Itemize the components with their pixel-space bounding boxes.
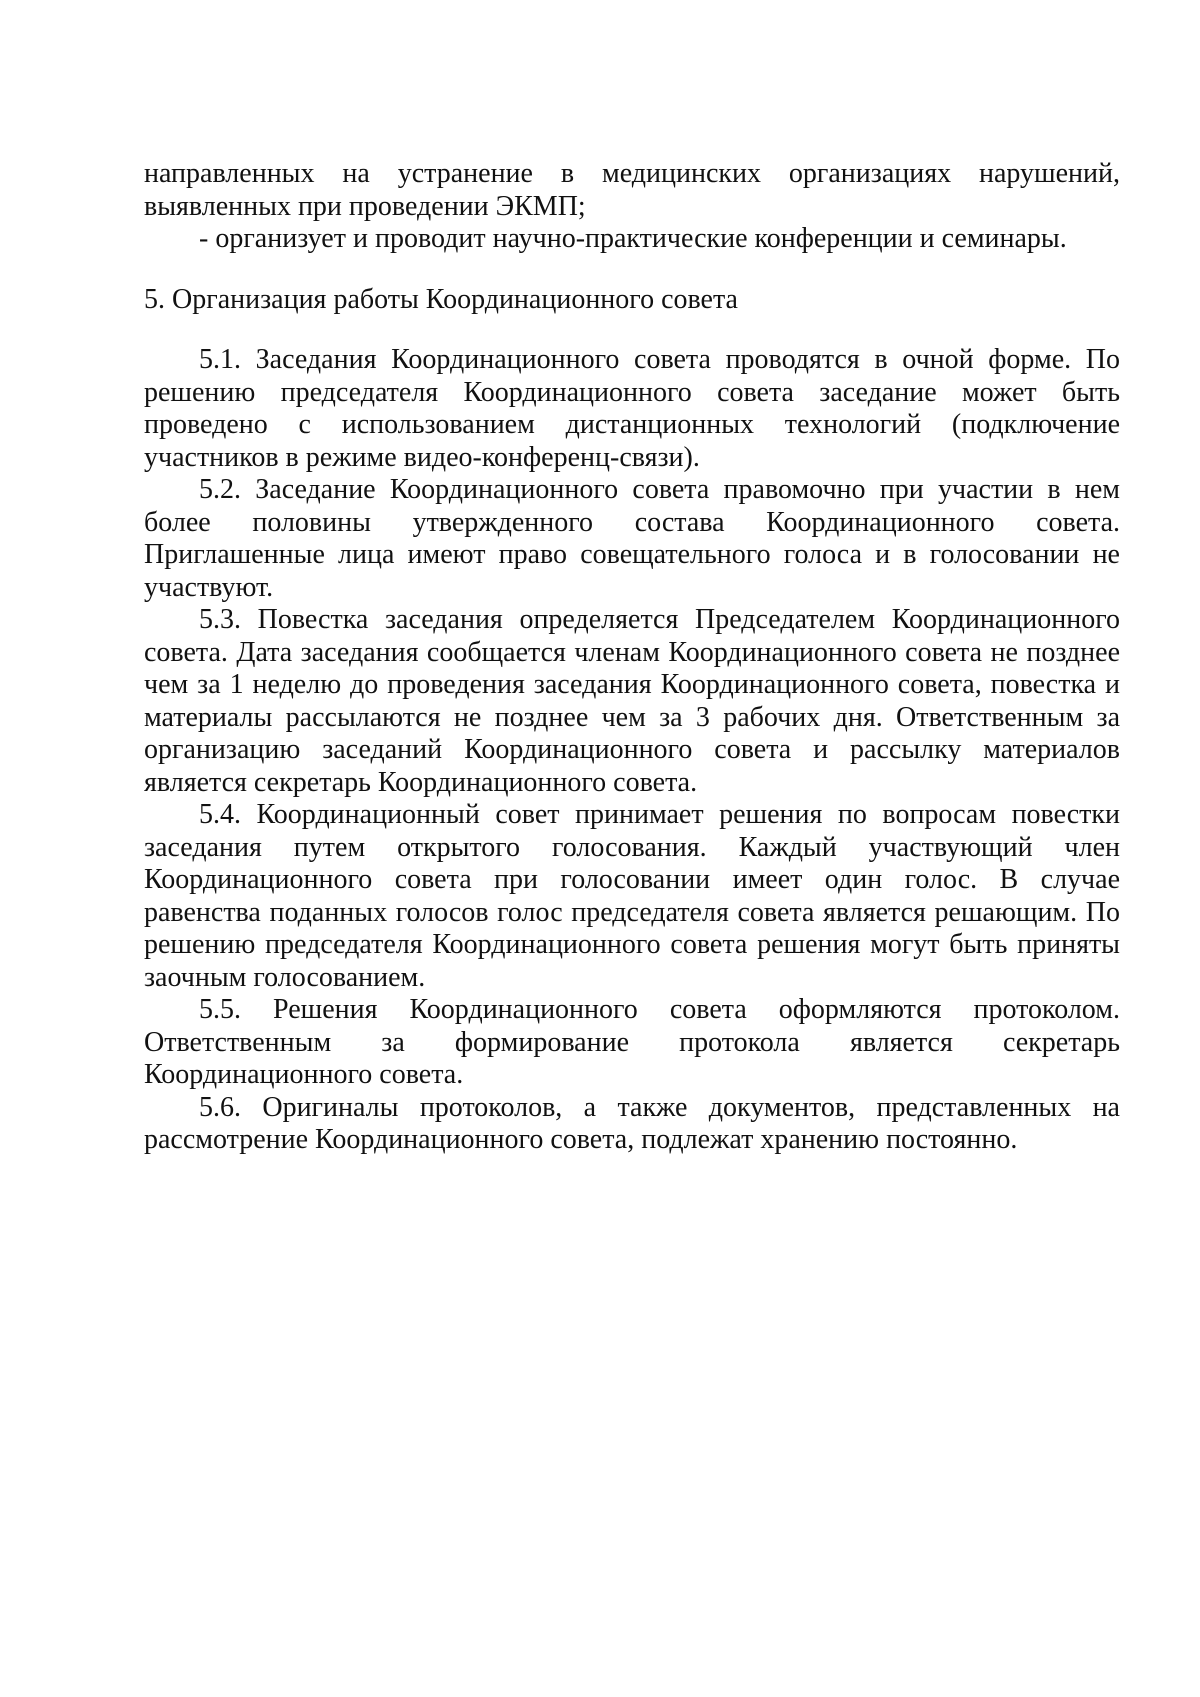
paragraph-5-2: 5.2. Заседание Координационного совета правомочно при участии в нем более половины утвержденного состава Координационного совета. Приглашенные лица имеют право совещательного голоса и в голосовании не участвуют. bbox=[144, 474, 1120, 603]
paragraph-5-6: 5.6. Оригиналы протоколов, а также документов, представленных на рассмотрение Координационного совета, подлежат хранению постоянно. bbox=[144, 1091, 1120, 1155]
paragraph-5-3: 5.3. Повестка заседания определяется Председателем Координационного совета. Дата заседания сообщается членам Координационного совета не позднее чем за 1 неделю до проведения заседания Координационного совета, повестка и материалы рассылаются не позднее чем за 3 рабочих дня. Ответственным за организацию заседаний Координационного совета и рассылку материалов является секретарь Координационного совета. bbox=[144, 604, 1120, 798]
paragraph-5-1: 5.1. Заседания Координационного совета проводятся в очной форме. По решению председателя Координационного совета заседание может быть проведено с использованием дистанционных технологий (подключение участников в режиме видео-конференц-связи). bbox=[144, 344, 1120, 473]
paragraph-5-4: 5.4. Координационный совет принимает решения по вопросам повестки заседания путем открытого голосования. Каждый участвующий член Координационного совета при голосовании имеет один голос. В случае равенства поданных голосов голос председателя совета является решающим. По решению председателя Координационного совета решения могут быть приняты заочным голосованием. bbox=[144, 799, 1120, 993]
section-heading: 5. Организация работы Координационного совета bbox=[144, 283, 738, 315]
document-page bbox=[144, 158, 1120, 1157]
list-item: - организует и проводит научно-практические конференции и семинары. bbox=[199, 223, 1067, 254]
intro-paragraph: направленных на устранение в медицинских организациях нарушений, выявленных при проведении ЭКМП; bbox=[144, 158, 1120, 222]
paragraph-5-5: 5.5. Решения Координационного совета оформляются протоколом. Ответственным за формирование протокола является секретарь Координационного совета. bbox=[144, 994, 1120, 1090]
